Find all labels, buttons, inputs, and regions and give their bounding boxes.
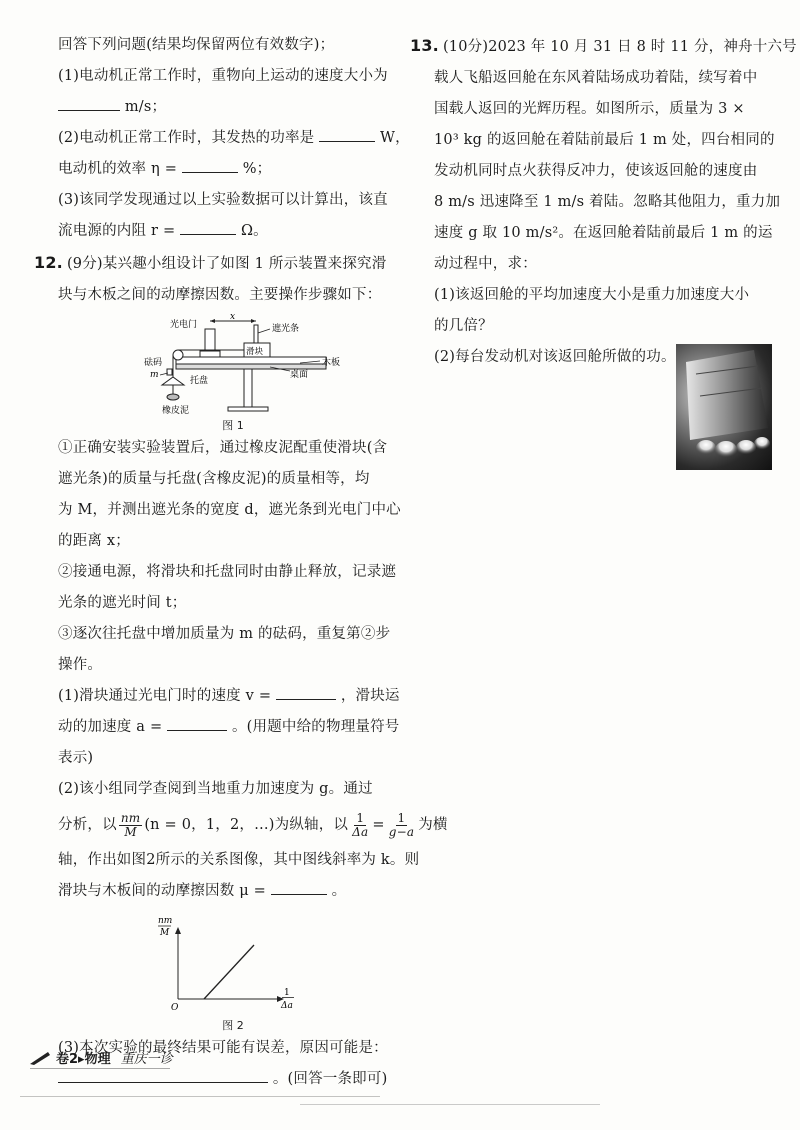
- q11-part3-resistance: 流电源的内阻 r = Ω。: [58, 216, 408, 247]
- label-board: 木板: [322, 358, 341, 368]
- table-leg: [244, 369, 252, 409]
- q13-heading: 13. (10分)2023 年 10 月 31 日 8 时 11 分，神舟十六号: [410, 36, 797, 55]
- q13-line-6: 8 m/s 迅速降至 1 m/s 着陆。忽略其他阻力，重力加: [434, 194, 781, 210]
- label-shade: 遮光条: [272, 324, 300, 334]
- label-x: x: [230, 313, 236, 322]
- step-3-line-2: 操作。: [58, 657, 103, 673]
- weight: [167, 369, 172, 375]
- figure-2-caption: 图 2: [222, 1019, 244, 1032]
- q12-heading: 12. (9分)某兴趣小组设计了如图 1 所示装置来探究滑: [34, 253, 387, 272]
- answer-blank[interactable]: [58, 1068, 268, 1083]
- capsule-illustration: [676, 344, 772, 470]
- q12-part2-line-1: (2)该小组同学查阅到当地重力加速度为 g。通过: [58, 781, 373, 797]
- q11-part1-answer: m/s；: [58, 92, 408, 123]
- label-desk: 桌面: [290, 370, 309, 380]
- capsule-body: [686, 350, 768, 440]
- answer-blank[interactable]: [276, 685, 336, 700]
- q11-part2: (2)电动机正常工作时，其发热的功率是 W，: [58, 123, 408, 154]
- apparatus-diagram: [58, 313, 408, 421]
- fraction-1-over-g-minus-a: $\frac{1}{g-a}$: [388, 810, 415, 839]
- q12-part3-line-2: 。(回答一条即可): [58, 1064, 408, 1095]
- answer-blank[interactable]: [180, 220, 236, 235]
- table-base: [228, 407, 268, 411]
- q13-line-7: 速度 g 取 10 m/s²。在返回舱着陆前最后 1 m 的运: [434, 225, 773, 241]
- q12-heading-cont: 块与木板之间的动摩擦因数。主要操作步骤如下：: [58, 287, 382, 303]
- step-1-line-4: 的距离 x；: [58, 533, 130, 549]
- shade-strip: [254, 325, 258, 343]
- question-number: 13.: [410, 36, 439, 55]
- q13-line-4: 10³ kg 的返回舱在着陆前最后 1 m 处，四台相同的: [434, 132, 775, 148]
- q13-sub1-line-2: 的几倍？: [434, 318, 493, 334]
- step-2-line-2: 光条的遮光时间 t；: [58, 595, 187, 611]
- q11-part3: (3)该同学发现通过以上实验数据可以计算出，该直: [58, 192, 388, 208]
- q11-part2-efficiency: 电动机的效率 η = %；: [58, 154, 408, 185]
- q11-intro: 回答下列问题(结果均保留两位有效数字)；: [58, 37, 335, 53]
- q13-line-8: 动过程中，求：: [434, 256, 537, 272]
- x-label-den: Δa: [281, 1001, 293, 1011]
- step-1-line-2: 遮光条)的质量与托盘(含橡皮泥)的质量相等，均: [58, 471, 370, 487]
- label-slider: 滑块: [246, 347, 264, 357]
- answer-blank[interactable]: [319, 127, 375, 142]
- step-3-line-1: ③逐次往托盘中增加质量为 m 的砝码，重复第②步: [58, 626, 391, 642]
- figure-2-graph: [58, 911, 408, 1033]
- engine-flame: [715, 441, 737, 459]
- fraction-nm-over-M: $\frac{nm}{M}$: [120, 810, 141, 839]
- tray: [162, 377, 184, 385]
- desk-top: [176, 364, 326, 369]
- engine-flame: [754, 437, 770, 451]
- figure-1-caption: 图 1: [222, 419, 244, 432]
- engine-flame: [736, 440, 756, 456]
- q12-part2-line-3: 轴，作出如图2所示的关系图像，其中图线斜率为 k。则: [58, 852, 420, 868]
- right-column: [410, 30, 797, 373]
- footer-label: 卷2▸物理: [56, 1052, 111, 1067]
- footer-subtitle: 重庆一诊: [120, 1052, 173, 1067]
- y-label-num: nm: [158, 916, 173, 926]
- graph-line: [204, 945, 254, 999]
- scan-mark: [20, 1096, 380, 1097]
- answer-blank[interactable]: [167, 716, 227, 731]
- pulley: [173, 350, 183, 360]
- scan-mark: [300, 1104, 600, 1105]
- page-footer: [30, 1048, 173, 1067]
- q13-line-5: 发动机同时点火获得反冲力，使该返回舱的速度由: [434, 163, 758, 179]
- q12-part3-line-1: (3)本次实验的最终结果可能有误差，原因可能是：: [58, 1040, 388, 1056]
- origin-label: O: [171, 1003, 179, 1013]
- label-clay: 橡皮泥: [162, 406, 190, 416]
- fraction-1-over-delta-a: $\frac{1}{\Delta a}$: [352, 810, 369, 839]
- answer-blank[interactable]: [58, 96, 120, 111]
- answer-blank[interactable]: [182, 158, 238, 173]
- label-weight: 砝码: [144, 358, 163, 368]
- step-1-line-3: 为 M，并测出遮光条的宽度 d，遮光条到光电门中心: [58, 502, 401, 518]
- label-tray: 托盘: [190, 376, 209, 386]
- graph-svg: [58, 911, 408, 1019]
- q13-line-3: 国载人返回的光辉历程。如图所示，质量为 3 ×: [434, 101, 745, 117]
- q11-part1: (1)电动机正常工作时，重物向上运动的速度大小为: [58, 68, 388, 84]
- capsule-photo: [676, 344, 772, 470]
- clay: [167, 394, 179, 400]
- q12-part2-line-2: 分析，以 $\frac{nm}{M}$ (n = 0，1，2，…)为纵轴，以 $\frac{1}{\Delta a}$ = $\frac{1}{g-a}$ 为横: [58, 810, 448, 839]
- q12-part1-note: 表示): [58, 750, 94, 766]
- engine-flame: [696, 440, 716, 456]
- q13-sub1-line-1: (1)该返回舱的平均加速度大小是重力加速度大小: [434, 287, 750, 303]
- label-m: m: [150, 370, 159, 380]
- answer-blank[interactable]: [271, 880, 327, 895]
- pen-icon: [30, 1050, 52, 1066]
- q13-sub2: (2)每台发动机对该返回舱所做的功。: [434, 349, 676, 365]
- q12-part1-accel: 动的加速度 a = 。(用题中给的物理量符号: [58, 712, 408, 743]
- step-2-line-1: ②接通电源，将滑块和托盘同时由静止释放，记录遮: [58, 564, 397, 580]
- footer-rule: [30, 1068, 170, 1069]
- x-label-num: 1: [284, 988, 290, 998]
- label-gate: 光电门: [170, 320, 198, 330]
- q12-part1-velocity: (1)滑块通过光电门时的速度 v = ，滑块运: [58, 681, 408, 712]
- y-label-den: M: [160, 928, 170, 938]
- q13-line-2: 载人飞船返回舱在东风着陆场成功着陆，续写着中: [434, 70, 758, 86]
- q12-part2-line-4: 滑块与木板间的动摩擦因数 μ = 。: [58, 876, 408, 907]
- step-1-line-1: ①正确安装实验装置后，通过橡皮泥配重使滑块(含: [58, 440, 388, 456]
- figure-1-apparatus: [58, 313, 408, 433]
- question-number: 12.: [34, 253, 63, 272]
